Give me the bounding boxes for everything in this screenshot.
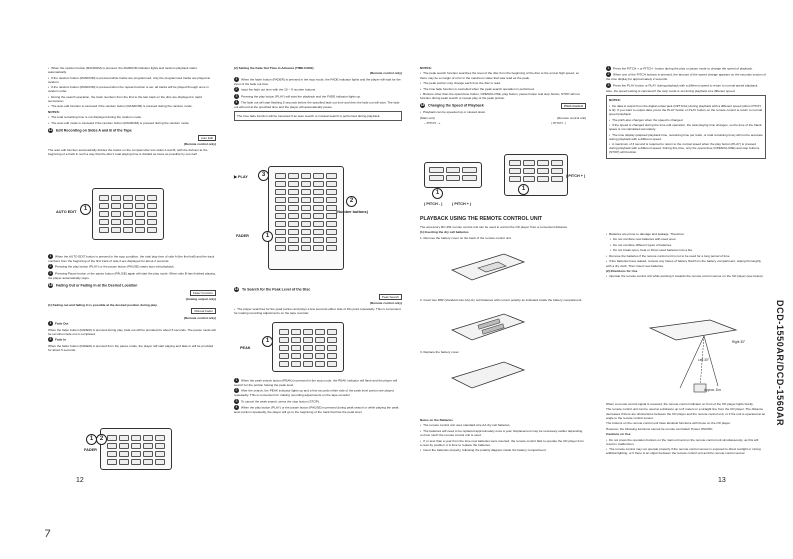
intro-bullet: • During the search operation, the track numbers from the first to the last track on the disc are displayed in rapid succession. [48,95,216,103]
left-column-2 [234,66,402,123]
pitch-bullet: • Playback can be speeded up or slowed down. [420,110,586,114]
corner-mark-icon [44,528,52,538]
pitch-step: 2 When one of the PITCH buttons is pressed, the amount of the speed change appears on the seconds section of the time display for approximately 2 seconds. [606,72,766,82]
distance-label: Approx. 8 m [704,388,722,392]
remote-illustration-fader [100,428,172,470]
right-column-3 [420,66,586,127]
right-column-4-batteries [606,232,766,280]
direction-heading: (2) Directions for Use [606,269,638,273]
note-item: • The time fade function is cancelled when the peak search operation is performed. [420,87,586,91]
notes-label: NOTES: [609,98,621,103]
right-column-3-remote [420,212,586,241]
remote-text: The remote control unit can be used at a distance up to 8 meters in a straight line from the CD player. The distance decreases if there are obstructions between the CD player and the remote control unit, or if the unit is operated at an angle to the remote control sensor. [606,407,766,420]
caution-item: • The remote control may not operate properly if the remote control sensor is exposed to direct sunlight or strong artificial lighting, or if there is an object between the remote control unit and the remote control sensor. [606,447,766,455]
auto-edit-step: 2 Pressing the play button (PLAY) or the pause button (PAUSE) starts auto edit playback. [49,264,175,269]
callout-circle-3-icon: 3 [258,170,269,181]
note-item: • The pitch also changes when the speed is changed. [609,118,763,122]
note-item: • The auto edit mode is canceled if the random button (RANDOM) is pressed during the random mode. [48,121,216,125]
intro-bullet: • The auto edit function is canceled if the random button (RANDOM) is pressed during the random mode. [48,104,216,108]
model-side-title: DCD-1550AR/DCD-1560AR [775,300,785,427]
manual-fader-label: Manual Fader [191,308,216,314]
angle-right-label: Right 30° [732,340,746,344]
pitch-notes-box [606,95,766,158]
note-item: • The time display (elapsed playback time, remaining time per track, or total remaining time) will not be accurate during playback with a different speed. [609,133,763,141]
auto-edit-step: 1 When the AUTO EDIT button is pressed in the stop condition, the total play time of side A (the first half) and the track numbers from the beginning of the first track of side A are displayed for about 2 seconds. [48,254,215,263]
auto-edit-callout: AUTO EDIT [56,210,77,214]
unit-labels [420,116,586,120]
callout-circle-1-icon: 1 [432,188,443,199]
fader-function-label: Fader Function [190,290,216,296]
battery-step: 1. Remove the battery cover on the back of the remote control unit. [420,235,512,240]
right-column-4 [606,66,766,161]
callout-circle-2-icon: 2 [96,434,107,445]
remote-text: When a remote control signal is received, the remote control indicator on front of the CD player lights briefly. [606,402,754,406]
intro-bullet: • If the random button (RANDOM) is pressed when the repeat function is set, all tracks will be played through once in random order. [48,85,216,93]
fade-out-text: When the fader button (FADER) is pressed during play, fade out will be provided for about 5 seconds. The pause mode will be set when fade out is completed. [48,327,216,336]
remote-only-note: (Remote control only) [184,142,216,147]
callout-circle-1-icon: 1 [262,231,273,242]
fade-in-text: When the fader button (FADER) is pressed from the pause mode, the player will start playing and fade in will be provided for about 5 seconds. [48,343,214,352]
note-item: • The total remaining time is not displayed during the random mode. [48,115,216,119]
peak-step: 1 When the peak search button (PEAK) is pressed in the stop mode, the PEAK indicator will flash and the player will search for the portion having the peak level. [234,378,398,387]
remote-illustration-auto-edit [92,188,164,240]
remote-text: The buttons on the remote control unit have identical functions with those on the CD player. [606,421,731,426]
remote-text: However, the following functions cannot be remote controlled: Power ON/OFF. [606,426,713,431]
page-number-right: 13 [718,477,726,484]
section-number-icon: 13 [48,282,53,287]
pitch-button-labels [420,121,586,125]
section-number-icon: 15 [420,103,425,108]
play-callout: ▶ PLAY [234,175,248,179]
main-unit-label: (Main unit) [420,115,435,120]
pitch-remote-plus-callout: ( PITCH + ) [566,174,586,178]
notes-label: NOTES: [48,109,60,114]
main-unit-pitch-panel [424,162,482,188]
time-fade-note-box: The time fade function will be canceled if an auto search or manual search is performed during playback. [234,111,402,121]
battery-step-3: 3. Replace the battery cover. [420,350,460,354]
peak-step: 2 After the search, the PEAK indicator lights up and a few seconds either side of the peak level portion are played repeatedly. This is convenient for making recording adjustments on the tape recorder. [234,388,394,398]
section-number-icon: 12 [48,127,53,132]
section-number-icon: 14 [234,287,239,291]
callout-circle-1-icon: 1 [80,204,91,215]
battery-cover-replace-icon [448,358,528,392]
right-column-3-battery-notes [420,418,586,454]
battery-note: • If, in less than a year from the time new batteries were inserted, the remote control fails to operate the CD player from a near-by position, it is time to replace the batteries. [420,439,586,447]
fader-heading: 13 Fading Out or Fading In at the Desired Location [48,282,138,288]
pitch-step-extra: Also, the speed setting is canceled if the stop mode is set during playback at a different speed. [606,89,736,94]
note-item: • Buttons other than the open/close button, OPEN/CLOSE, play button, pause button and stop button, STOP will not function during peak search or repeat play of the peak portion. [420,92,586,100]
fader-sub: (1) Fading out and fading in is possible at the desired position during play. [48,302,158,307]
note-item: • No data is output from the digital output jack (OPTICAL) during playback with a different speed (when PITCH is lit). If you want to output data, press the PLAY button or PLAY button on the remote control to return to normal speed playback. [609,104,763,116]
battery-heading: (1) Inserting the dry cell batteries [420,230,469,235]
pitch-step: 1 Press the PITCH + or PITCH - button during the play or pause mode to change the speed of playback. [607,66,753,71]
left-column-1-lower [48,254,216,353]
edit-heading: 12 Edit Recording on Sides A and B of the Tape [48,127,132,133]
intro-bullet: • When the random button (RANDOM) is pressed, the RANDOM indicator lights and random playback starts automatically. [48,66,216,74]
remote-pitch-panel [504,154,568,196]
remote-intro: The accessory RC-251 remote control unit can be used to control the CD player from a convenient distance. [420,225,568,229]
section2-remote: (Remote control only) [370,71,402,76]
battery-cover-removal-icon [448,250,528,284]
note-item: • The peak search function searches the level of the disc from the beginning of the disc to the end at high speed, so there may be a margin of error in the maximum value that was read as the peak. [420,71,586,79]
section2-step: 4 The fade out will start flashing 5 seconds before the specified fade out time and then the fade out will start. The fade out will end at the specified time and the player will automatically pause. [234,100,400,110]
section2-step: 2 Input the fade out time with the 10 ~ 9 number buttons. [235,87,317,92]
fade-in-label: 2 Fade In [49,337,66,342]
auto-edit-label: Auto Edit [198,135,216,141]
note-item: • A maximum of 3 second is required to return to the normal speed when the play button (PLAY) is pressed during playback with a different speed. During this time, only the open/close (OPEN/CLOSE) and stop buttons (STOP) will function. [609,142,763,154]
pitch-remote-minus-label: | PITCH - | [551,121,566,126]
pitch-minus-label: – PITCH - + [424,121,441,126]
peak-remote-note: (Remote control only) [370,301,402,306]
peak-step: 4 When the play button (PLAY) or the pause button (PAUSE) is pressed during peak search or while playing the peak level portion repeatedly, the player will go to the beginning of the track that has the peak level. [234,405,399,415]
pitch-minus-callout: ( PITCH - ) [424,202,443,206]
remote-angle-diagram-icon [640,318,750,396]
peak-bullet: • The player searches for the peak portion and plays a few seconds either side of this point repeatedly. This is convenient for making recording adjustments on the tape recorder. [234,307,402,315]
battery-step-2: 2. Insert two R6P (standard size AA) dry cell batteries with correct polarity as indicated inside the battery compartment. [420,298,583,302]
battery-insert-icon [448,310,528,344]
callout-circle-1-icon: 1 [86,434,97,445]
remote-unit-label: (Remote control unit) [557,115,586,120]
callout-circle-1-icon: 1 [518,184,529,195]
fader-note: (Analog output only) [185,297,216,302]
left-column-2-peak-steps [234,378,402,416]
fader-callout: FADER [84,448,97,452]
battery-bullet: • Do not combine new batteries with used ones. [606,237,766,241]
manual-fader-note: (Remote control only) [184,315,216,320]
pitch-step: 3 Press the PLAY button or PLAY during playback with a different speed to return to normal speed playback. [607,82,759,88]
cautions-label: Cautions on Use [606,432,631,437]
battery-note: • The remote control unit uses standard size AA dry cell batteries. [420,423,586,427]
page-number-left: 12 [76,477,84,484]
notes-label: NOTES: [420,66,432,70]
right-column-4-remote-use [606,402,766,457]
battery-note: • Insert the batteries properly, following the polarity diagram inside the battery compartment. [420,448,586,452]
peak-callout: PEAK [240,346,251,350]
intro-bullet: • If the random button (RANDOM) is pressed while tracks are programmed, only the programmed tracks are played at random. [48,76,216,84]
fader-callout-2: FADER [236,234,249,238]
peak-step: 3 To cancel the peak search, press the stop button (STOP). [235,398,320,404]
section2-step: 3 Pressing the play button (PLAY) will start the playback and the FADE indicator lights up. [235,93,361,99]
callout-circle-1-icon: 1 [262,336,273,347]
peak-search-label: Peak Search [379,294,402,300]
direction-bullet: • Operate the remote control unit while pointing it towards the remote control sensor on the CD player (see below). [606,274,766,278]
battery-bullet: • If the batteries have leaked, remove any traces of battery fluid from the battery compartment, wiping thoroughly with a dry cloth. Then insert new batteries. [606,259,766,267]
pitch-plus-callout: ( PITCH + ) [452,202,472,206]
battery-notes-label: Notes on the Batteries [420,418,453,422]
left-column-2-peak [234,284,402,317]
fade-out-label: 1 Fade Out [49,321,69,326]
battery-bullet: • Batteries are prone to damage and leakage. Therefore: [606,232,766,236]
edit-text: The auto edit function automatically divides the tracks on the compact disc into sides A and B, with the division at the beginning of a track in such a way that the disc's total playing time is divided as close as possible by one half. [48,147,208,156]
section2-step: 1 When the fader button (FADER) is pressed in the stop mode, the FADE indicator lights and the player will wait for the input of the fade out time. [234,76,401,86]
left-column-1 [48,66,216,157]
pitch-heading: 15 Changing the Speed of Playback Pitch Control [420,103,586,108]
remote-illustration-peak [272,322,344,372]
remote-illustration-time-fade [268,166,344,270]
pitch-control-label: Pitch Control [561,103,586,109]
note-item: • The peak portion may change each time the disc is read. [420,81,586,85]
angle-left-label: Left 30° [698,358,710,362]
callout-circle-2-icon: 2 [346,196,357,207]
battery-note: • The batteries will need to be replaced approximately once a year. Replacement may be necessary earlier depending on how much the remote control unit is used. [420,429,586,437]
caution-item: • Do not press the operation buttons on the main unit and on the remote control unit simultaneously, as this will result in malfunction. [606,438,766,446]
section2-heading: (2) Setting the Fade Out Time in Advance (TIME FADE) [234,66,314,70]
battery-bullet: • Do not combine different types of batteries. [606,243,766,247]
battery-bullet: • Remove the batteries if the remote control unit is not to be used for a long period of time. [606,254,766,258]
battery-bullet: • Do not break open, heat or throw used batteries into a fire. [606,248,766,252]
number-buttons-callout: (Number buttons) [336,210,368,214]
auto-edit-step: 3 Pressing Pause button or the pause button (PAUSE) again will start the play mode. When side B has finished playing, the player automatically stops. [48,270,216,280]
peak-heading: 14 To Search for the Peak Level of the Disc [234,287,311,292]
note-item: • If the speed is changed during the time edit operation, the total playing time changes, so the time of the blank space is not calculated accurately. [609,123,763,131]
remote-section-heading: PLAYBACK USING THE REMOTE CONTROL UNIT [420,216,543,222]
